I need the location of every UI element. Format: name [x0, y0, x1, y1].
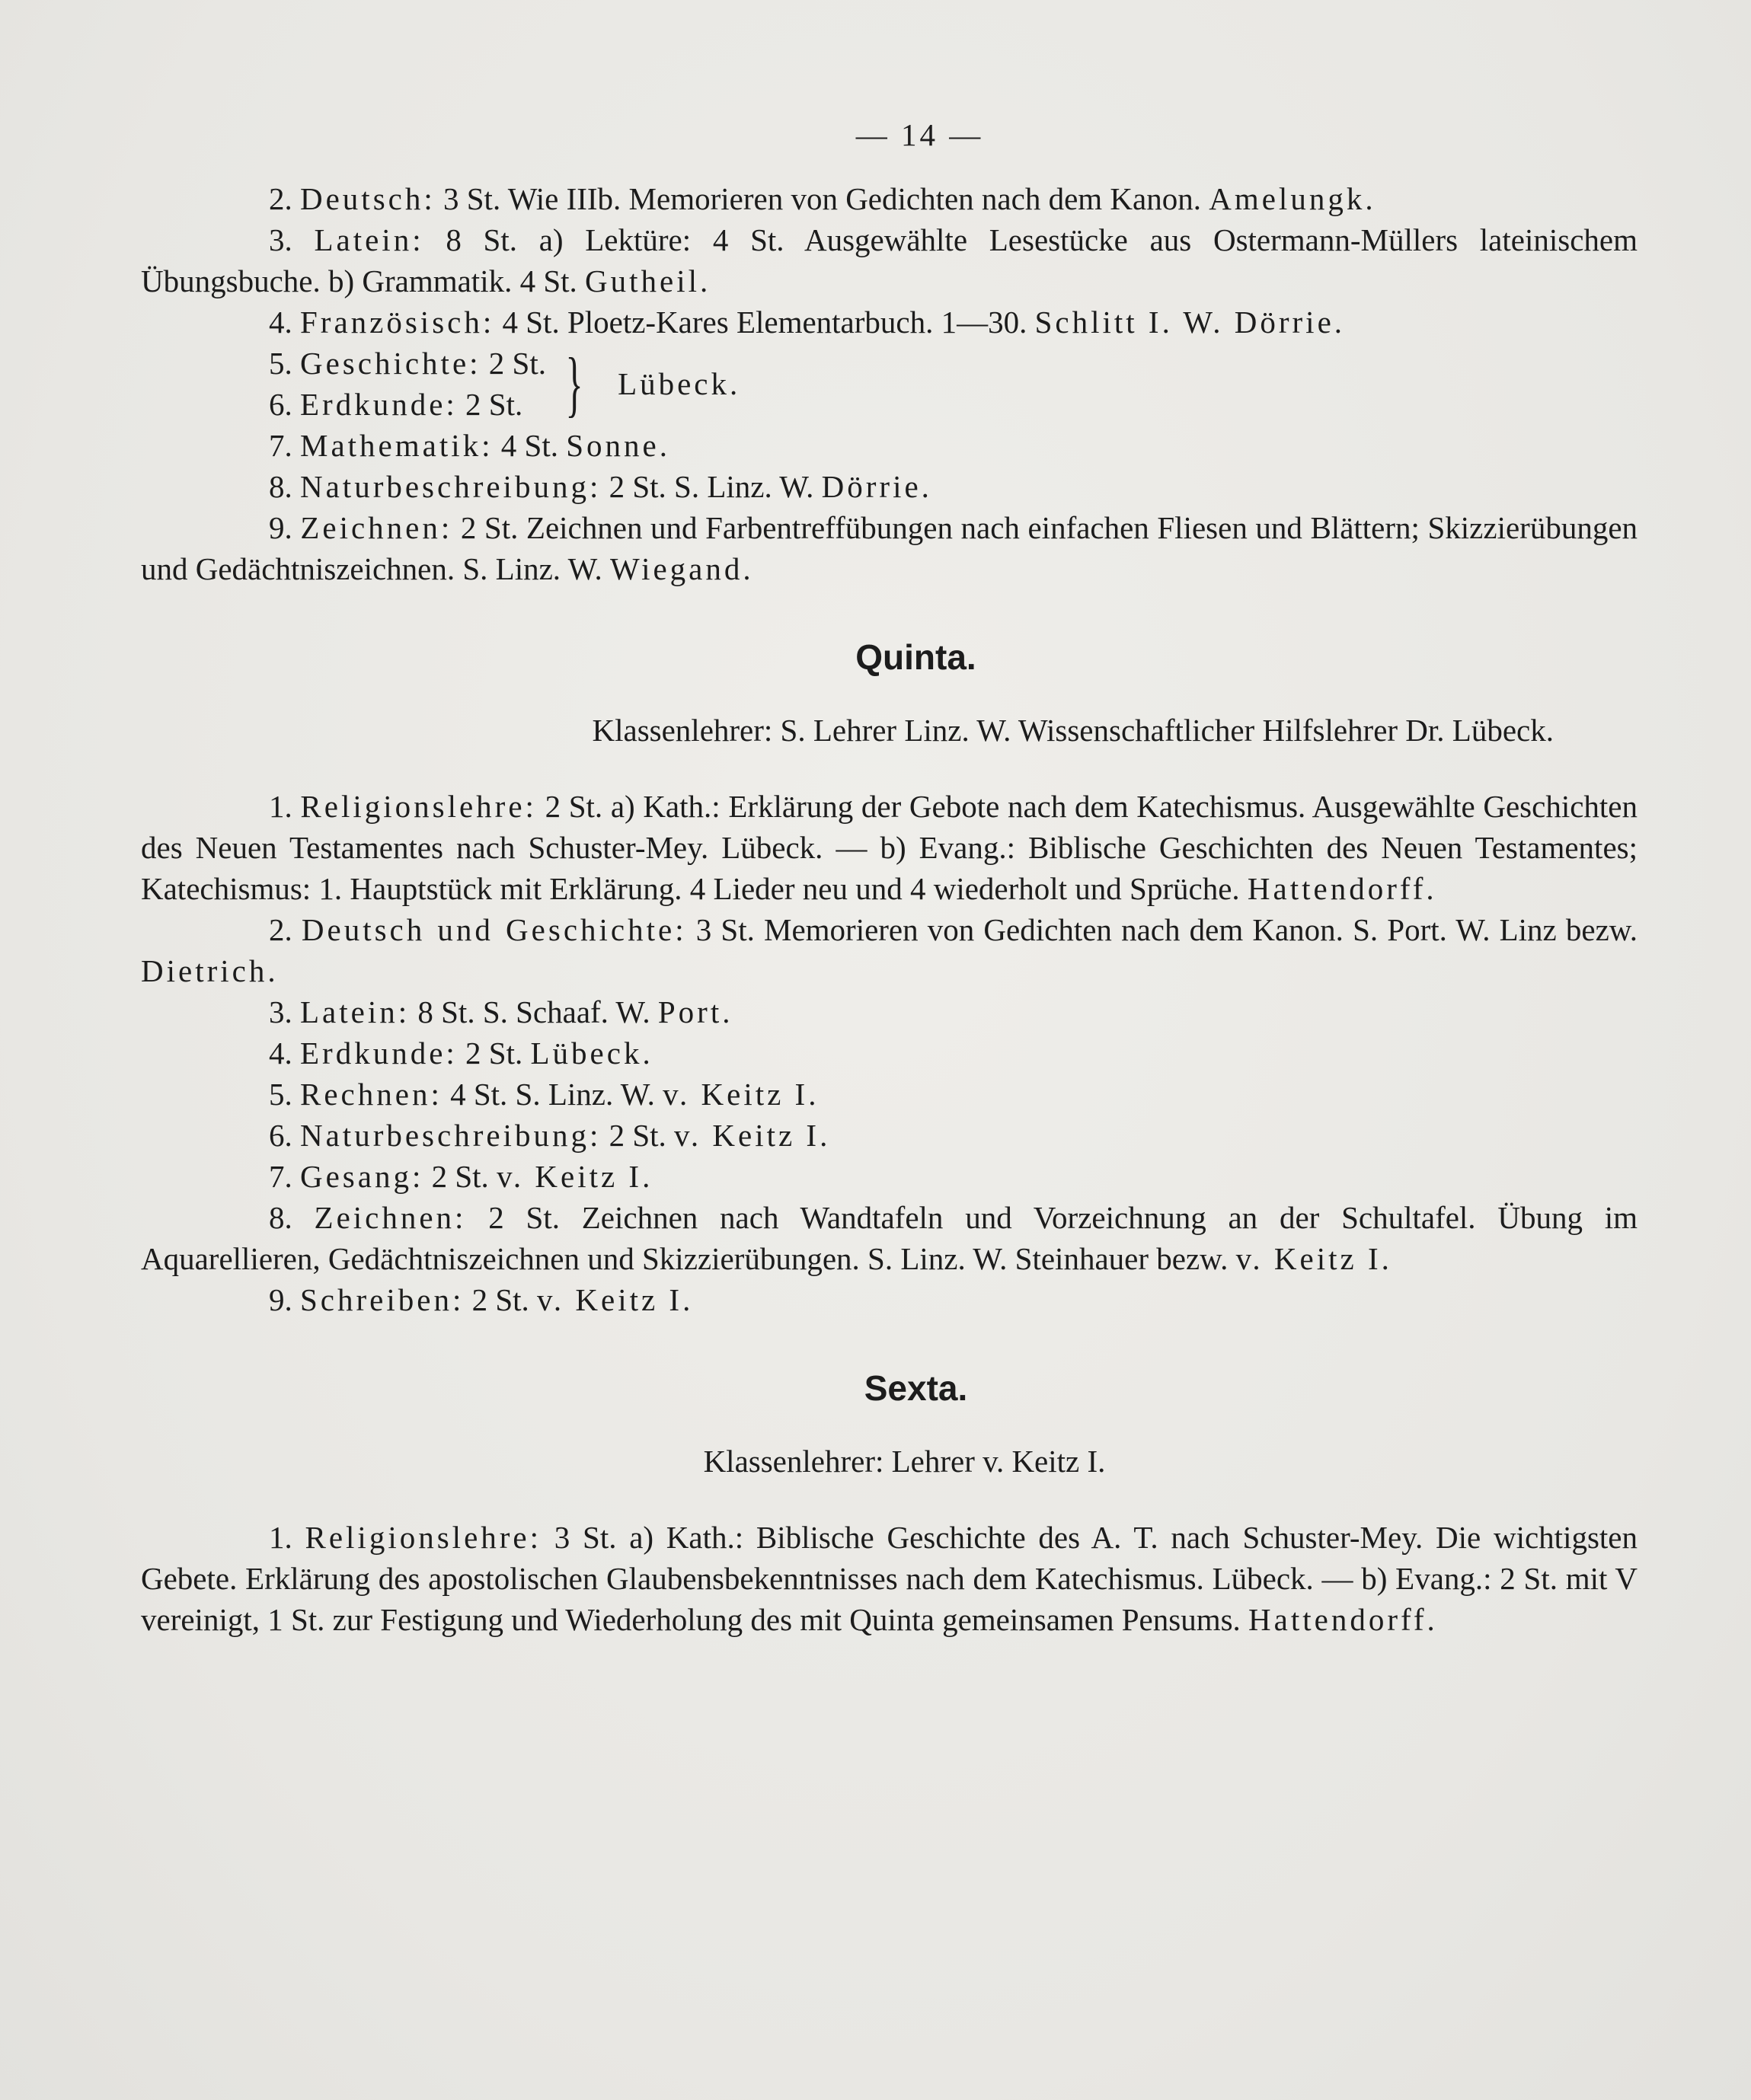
- subject-name: Rechnen:: [300, 1077, 443, 1112]
- subject-text: 2 St.: [465, 387, 523, 422]
- subject-text: 2 St. S. Linz. W.: [609, 469, 814, 504]
- subject-item: [141, 1032, 1638, 1074]
- subject-name: Latein:: [300, 994, 411, 1029]
- teacher-name: v. Keitz I.: [674, 1118, 831, 1153]
- section-heading-quinta: Quinta.: [855, 637, 976, 677]
- item-number: 6.: [269, 387, 292, 422]
- subject-item: [141, 507, 1638, 589]
- teacher-name: Port.: [657, 994, 733, 1029]
- brace-group-teacher: Lübeck.: [618, 366, 741, 401]
- item-number: 8.: [269, 1200, 292, 1235]
- subject-item: [141, 384, 546, 425]
- subject-name: Latein:: [314, 222, 424, 257]
- subject-name: Geschichte:: [300, 346, 481, 381]
- subject-name: Gesang:: [300, 1159, 424, 1194]
- upper-class-subject-list-2: [141, 425, 1638, 589]
- item-number: 7.: [269, 1159, 292, 1194]
- subject-name: Zeichnen:: [300, 510, 453, 545]
- item-number: 7.: [269, 428, 292, 463]
- item-number: 1.: [269, 789, 292, 824]
- subject-item: [141, 1517, 1638, 1640]
- item-number: 1.: [269, 1520, 292, 1555]
- subject-text: 2 St.: [471, 1282, 529, 1317]
- teacher-name: Schlitt I. W. Dörrie.: [1034, 305, 1346, 340]
- subject-text: 4 St. Ploetz-Kares Elementarbuch. 1—30.: [502, 305, 1027, 340]
- subject-text: 2 St.: [488, 346, 546, 381]
- teacher-name: v. Keitz I.: [1235, 1241, 1392, 1276]
- subject-text: 8 St. S. Schaaf. W.: [417, 994, 650, 1029]
- subject-name: Deutsch und Geschichte:: [301, 912, 687, 947]
- section-heading-sexta: Sexta.: [864, 1368, 968, 1408]
- klassenlehrer-sexta: Klassenlehrer: Lehrer v. Keitz I.: [703, 1444, 1106, 1479]
- subject-name: Erdkunde:: [300, 387, 458, 422]
- subject-item: [141, 1156, 1638, 1197]
- subject-item: [141, 178, 1638, 219]
- klassenlehrer-quinta: Klassenlehrer: S. Lehrer Linz. W. Wissenschaftlicher Hilfslehrer Dr. Lübeck.: [592, 713, 1554, 748]
- subject-name: Deutsch:: [300, 181, 436, 216]
- page-number: — 14 —: [855, 117, 984, 152]
- subject-item: [141, 1279, 1638, 1320]
- subject-item: [141, 786, 1638, 909]
- item-number: 4.: [269, 305, 292, 340]
- item-number: 3.: [269, 994, 292, 1029]
- upper-class-subject-list: [141, 178, 1638, 343]
- subject-item: [141, 991, 1638, 1032]
- subject-name: Erdkunde:: [300, 1036, 458, 1071]
- subject-text: 2 St.: [465, 1036, 523, 1071]
- teacher-name: v. Keitz I.: [663, 1077, 820, 1112]
- subject-name: Naturbeschreibung:: [300, 469, 602, 504]
- subject-text: 2 St. Zeichnen nach Wandtafeln und Vorzeichnung an der Schultafel. Übung im Aquarellieren, Gedächtniszeichnen und Skizzierübungen. S. Linz. W. Steinhauer bezw.: [141, 1200, 1638, 1276]
- subject-item: [141, 1197, 1638, 1279]
- subject-item: [141, 219, 1638, 302]
- subject-text: 8 St. a) Lektüre: 4 St. Ausgewählte Lesestücke aus Ostermann-Müllers lateinischem Übungsbuche. b) Grammatik. 4 St.: [141, 222, 1638, 298]
- subject-name: Religionslehre:: [305, 1520, 542, 1555]
- teacher-name: Gutheil.: [585, 263, 711, 298]
- teacher-name: Lübeck.: [530, 1036, 653, 1071]
- subject-text: 2 St.: [609, 1118, 666, 1153]
- subject-item: [141, 343, 546, 384]
- brace-group-items: [141, 343, 546, 425]
- item-number: 5.: [269, 1077, 292, 1112]
- quinta-subject-list: [141, 786, 1638, 1320]
- subject-text: 2 St. a) Kath.: Erklärung der Gebote nach dem Katechismus. Ausgewählte Geschichten des Neuen Testamentes nach Schuster-Mey. Lübeck. — b) Evang.: Biblische Geschichten des Neuen Testamentes; Katechismus: 1. Hauptstück mit Erklärung. 4 Lieder neu und 4 wiederholt und Sprüche.: [141, 789, 1638, 906]
- subject-text: 2 St.: [431, 1159, 489, 1194]
- item-number: 5.: [269, 346, 292, 381]
- subject-text: 3 St. Wie IIIb. Memorieren von Gedichten nach dem Kanon.: [443, 181, 1201, 216]
- item-number: 2.: [269, 912, 292, 947]
- item-number: 2.: [269, 181, 292, 216]
- subject-item: [141, 425, 1638, 466]
- curly-brace: }: [565, 343, 583, 424]
- teacher-name: v. Keitz I.: [537, 1282, 694, 1317]
- subject-item: [141, 466, 1638, 507]
- subject-item: [141, 1074, 1638, 1115]
- subject-text: 4 St. S. Linz. W.: [450, 1077, 655, 1112]
- teacher-name: Hattendorff.: [1247, 871, 1437, 906]
- item-number: 9.: [269, 1282, 292, 1317]
- subject-name: Religionslehre:: [300, 789, 537, 824]
- teacher-name: Amelungk.: [1209, 181, 1376, 216]
- item-number: 4.: [269, 1036, 292, 1071]
- teacher-name: Dörrie.: [821, 469, 932, 504]
- sexta-subject-list: [141, 1517, 1638, 1640]
- teacher-name: v. Keitz I.: [497, 1159, 653, 1194]
- subject-name: Zeichnen:: [314, 1200, 467, 1235]
- subject-name: Mathematik:: [300, 428, 494, 463]
- item-number: 8.: [269, 469, 292, 504]
- subject-item: [141, 909, 1638, 991]
- teacher-name: Hattendorff.: [1248, 1602, 1438, 1637]
- item-number: 6.: [269, 1118, 292, 1153]
- brace-group: [141, 343, 1638, 425]
- item-number: 3.: [269, 222, 292, 257]
- subject-text: 3 St. Memorieren von Gedichten nach dem Kanon. S. Port. W. Linz bezw.: [695, 912, 1638, 947]
- subject-item: [141, 1115, 1638, 1156]
- subject-name: Französisch:: [300, 305, 495, 340]
- teacher-name: Dietrich.: [141, 953, 279, 988]
- item-number: 9.: [269, 510, 292, 545]
- subject-text: 4 St.: [500, 428, 558, 463]
- subject-text: 2 St. Zeichnen und Farbentreffübungen nach einfachen Fliesen und Blättern; Skizzierübungen und Gedächtniszeichnen. S. Linz. W.: [141, 510, 1638, 586]
- page-content: [141, 114, 1638, 1640]
- subject-name: Schreiben:: [300, 1282, 465, 1317]
- subject-name: Naturbeschreibung:: [300, 1118, 602, 1153]
- subject-text: 3 St. a) Kath.: Biblische Geschichte des A. T. nach Schuster-Mey. Die wichtigsten Gebete. Erklärung des apostolischen Glaubensbekenntnisses nach dem Katechismus. Lübeck. — b) Evang.: 2 St. mit V vereinigt, 1 St. zur Festigung und Wiederholung des mit Quinta gemeinsamen Pensums.: [141, 1520, 1638, 1637]
- subject-item: [141, 302, 1638, 343]
- teacher-name: Sonne.: [566, 428, 670, 463]
- teacher-name: Wiegand.: [610, 551, 754, 586]
